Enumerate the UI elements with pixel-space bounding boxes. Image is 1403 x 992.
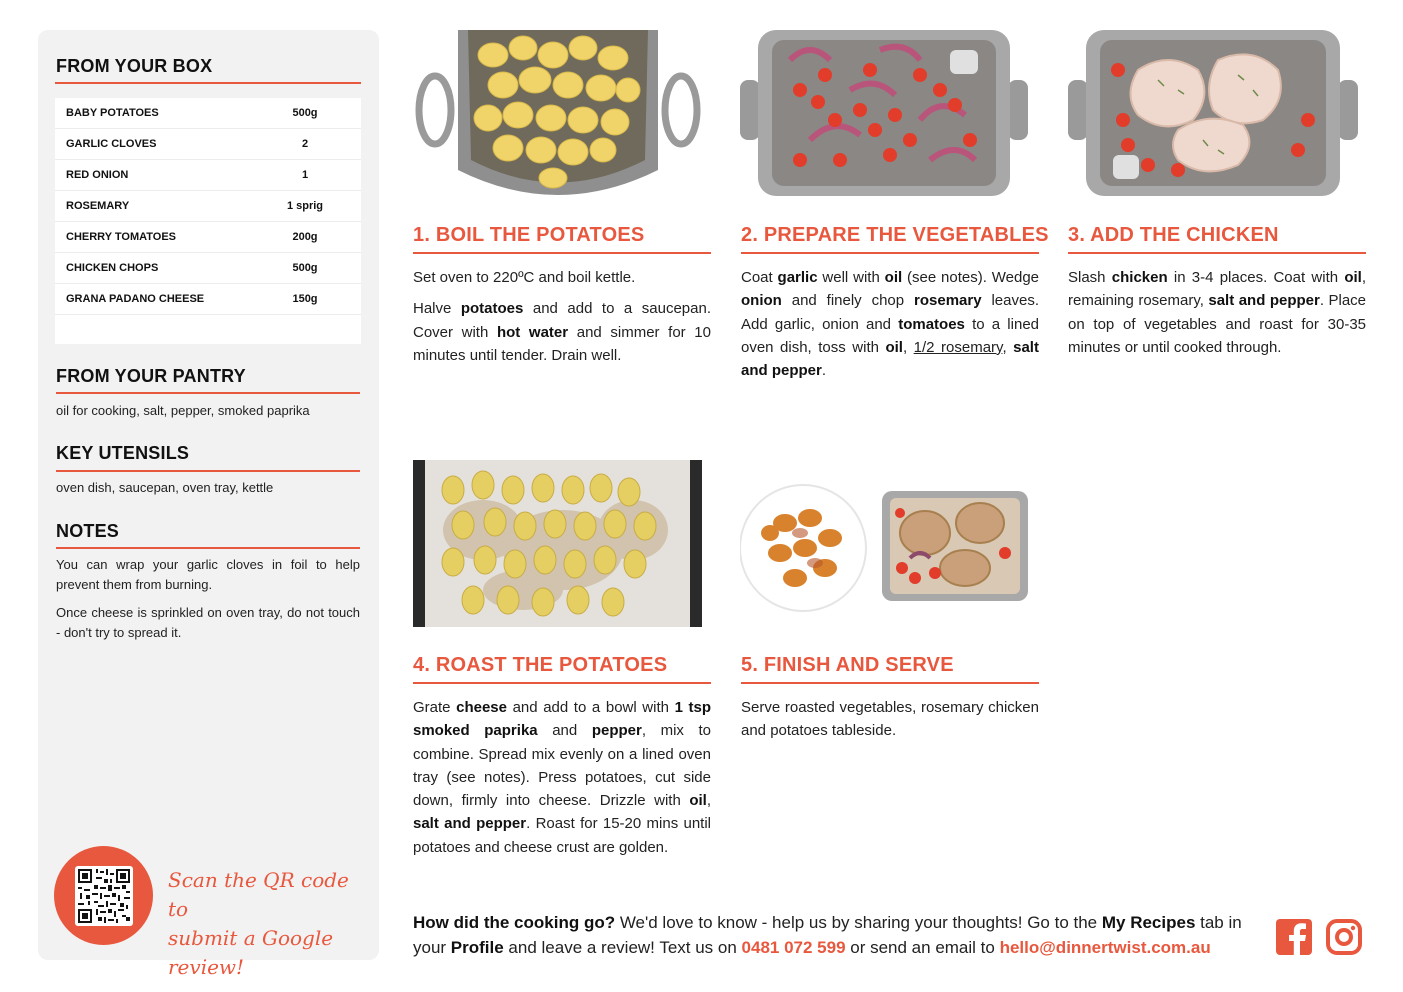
ingredient-qty: 500g [292,262,318,274]
step-3-title: 3. ADD THE CHICKEN [1068,224,1279,246]
ingredient-row [55,160,361,191]
step-4-para: Grate cheese and add to a bowl with 1 tsp smoked paprika and pepper, mix to combine. Spread mix evenly on a lined oven tray (see notes). Press potatoes, cut side down, firmly into cheese. Drizzle with oil, salt and pepper. Roast for 15-20 mins until potatoes and cheese crust are golden. [413,699,712,856]
ingredient-name: GRANA PADANO CHEESE [66,293,205,305]
qr-code-icon[interactable] [75,866,133,926]
profile-text: Profile [450,938,504,957]
notes-text [56,555,360,651]
sidebar [38,30,379,979]
step-5-title: 5. FINISH AND SERVE [741,654,954,676]
key-utensils-title: KEY UTENSILS [56,443,190,463]
qr-text-line: Scan the QR code to [168,868,349,921]
note-item: You can wrap your garlic cloves in foil to help prevent them from burning. [56,557,360,592]
my-recipes-tab-text: My Recipes [1101,913,1196,932]
chicken-dish-photo [1068,30,1358,198]
ingredient-row [55,98,361,129]
ingredient-name: CHICKEN CHOPS [66,262,159,274]
ingredient-name: CHERRY TOMATOES [66,231,177,243]
section-divider [55,82,361,84]
vegetables-dish-photo [740,30,1028,198]
step-divider [741,252,1039,254]
ingredients-table [55,98,361,344]
step-2-title: 2. PREPARE THE VEGETABLES [741,224,1049,246]
facebook-icon[interactable] [1276,919,1312,955]
step-3-para: Slash chicken in 3-4 places. Coat with oil, remaining rosemary, salt and pepper. Place on top of vegetables and roast for 30-35 minutes or until cooked through. [1068,269,1367,356]
note-item: Once cheese is sprinkled on oven tray, do not touch - don't try to spread it. [56,605,360,640]
ingredient-row [55,284,361,315]
section-divider [56,470,360,472]
footer-heading: How did the cooking go? [413,913,616,932]
ingredient-name: BABY POTATOES [66,107,159,119]
step-4-text [413,696,711,867]
footer-message: How did the cooking go? We'd love to know - help us by sharing your thoughts! Go to the My Recipes tab in your Profile and leave a review! Text us on 0481 072 599 or send an email to hello@dinnertwist.com.au [413,913,1242,957]
ingredient-row [55,191,361,222]
instagram-icon[interactable] [1326,919,1362,955]
qr-badge[interactable] [54,846,153,945]
ingredient-qty: 200g [292,231,318,243]
email-link[interactable]: hello@dinnertwist.com.au [999,938,1211,957]
from-your-pantry-title: FROM YOUR PANTRY [56,366,246,386]
qr-text-line: submit a Google review! [168,926,334,979]
section-divider [56,392,360,394]
utensils-text: oven dish, saucepan, oven tray, kettle [56,480,274,495]
ingredient-name: RED ONION [66,169,129,181]
step-2-para: Coat garlic well with oil (see notes). Wedge onion and finely chop rosemary leaves. Add garlic, onion and tomatoes to a lined oven dish, toss with oil, 1/2 rosemary, salt and pepper. [741,269,1040,380]
ingredient-qty: 150g [292,293,318,305]
boiling-potatoes-photo [413,30,703,198]
ingredient-row [55,253,361,284]
step-1-para: Halve potatoes and add to a saucepan. Cover with hot water and simmer for 10 minutes until tender. Drain well. [413,300,711,364]
pantry-text: oil for cooking, salt, pepper, smoked paprika [56,403,310,418]
step-divider [741,682,1039,684]
step-3-text [1068,266,1366,367]
phone-link[interactable]: 0481 072 599 [741,938,846,957]
step-5-text [741,696,1039,751]
ingredient-qty: 2 [301,138,309,150]
ingredient-row [55,129,361,160]
ingredient-row [55,222,361,253]
step-1-text [413,266,711,375]
section-divider [56,547,360,549]
step-5-para: Serve roasted vegetables, rosemary chicken and potatoes tableside. [741,699,1039,740]
step-divider [413,252,711,254]
step-4-title: 4. ROAST THE POTATOES [413,654,668,676]
ingredient-qty: 1 sprig [286,200,324,212]
notes-title: NOTES [56,521,120,541]
finished-dish-photo [740,483,1030,613]
step-divider [1068,252,1366,254]
step-1-title: 1. BOIL THE POTATOES [413,224,645,246]
ingredient-qty: 500g [292,107,318,119]
ingredient-qty: 1 [301,169,309,181]
ingredient-name: ROSEMARY [66,200,130,212]
step-1-para: Set oven to 220ºC and boil kettle. [413,269,636,286]
roast-potatoes-tray-photo [413,460,702,627]
step-2-text [741,266,1039,390]
from-your-box-title: FROM YOUR BOX [56,56,213,76]
ingredient-name: GARLIC CLOVES [66,138,157,150]
step-divider [413,682,711,684]
qr-review-text [168,866,368,982]
